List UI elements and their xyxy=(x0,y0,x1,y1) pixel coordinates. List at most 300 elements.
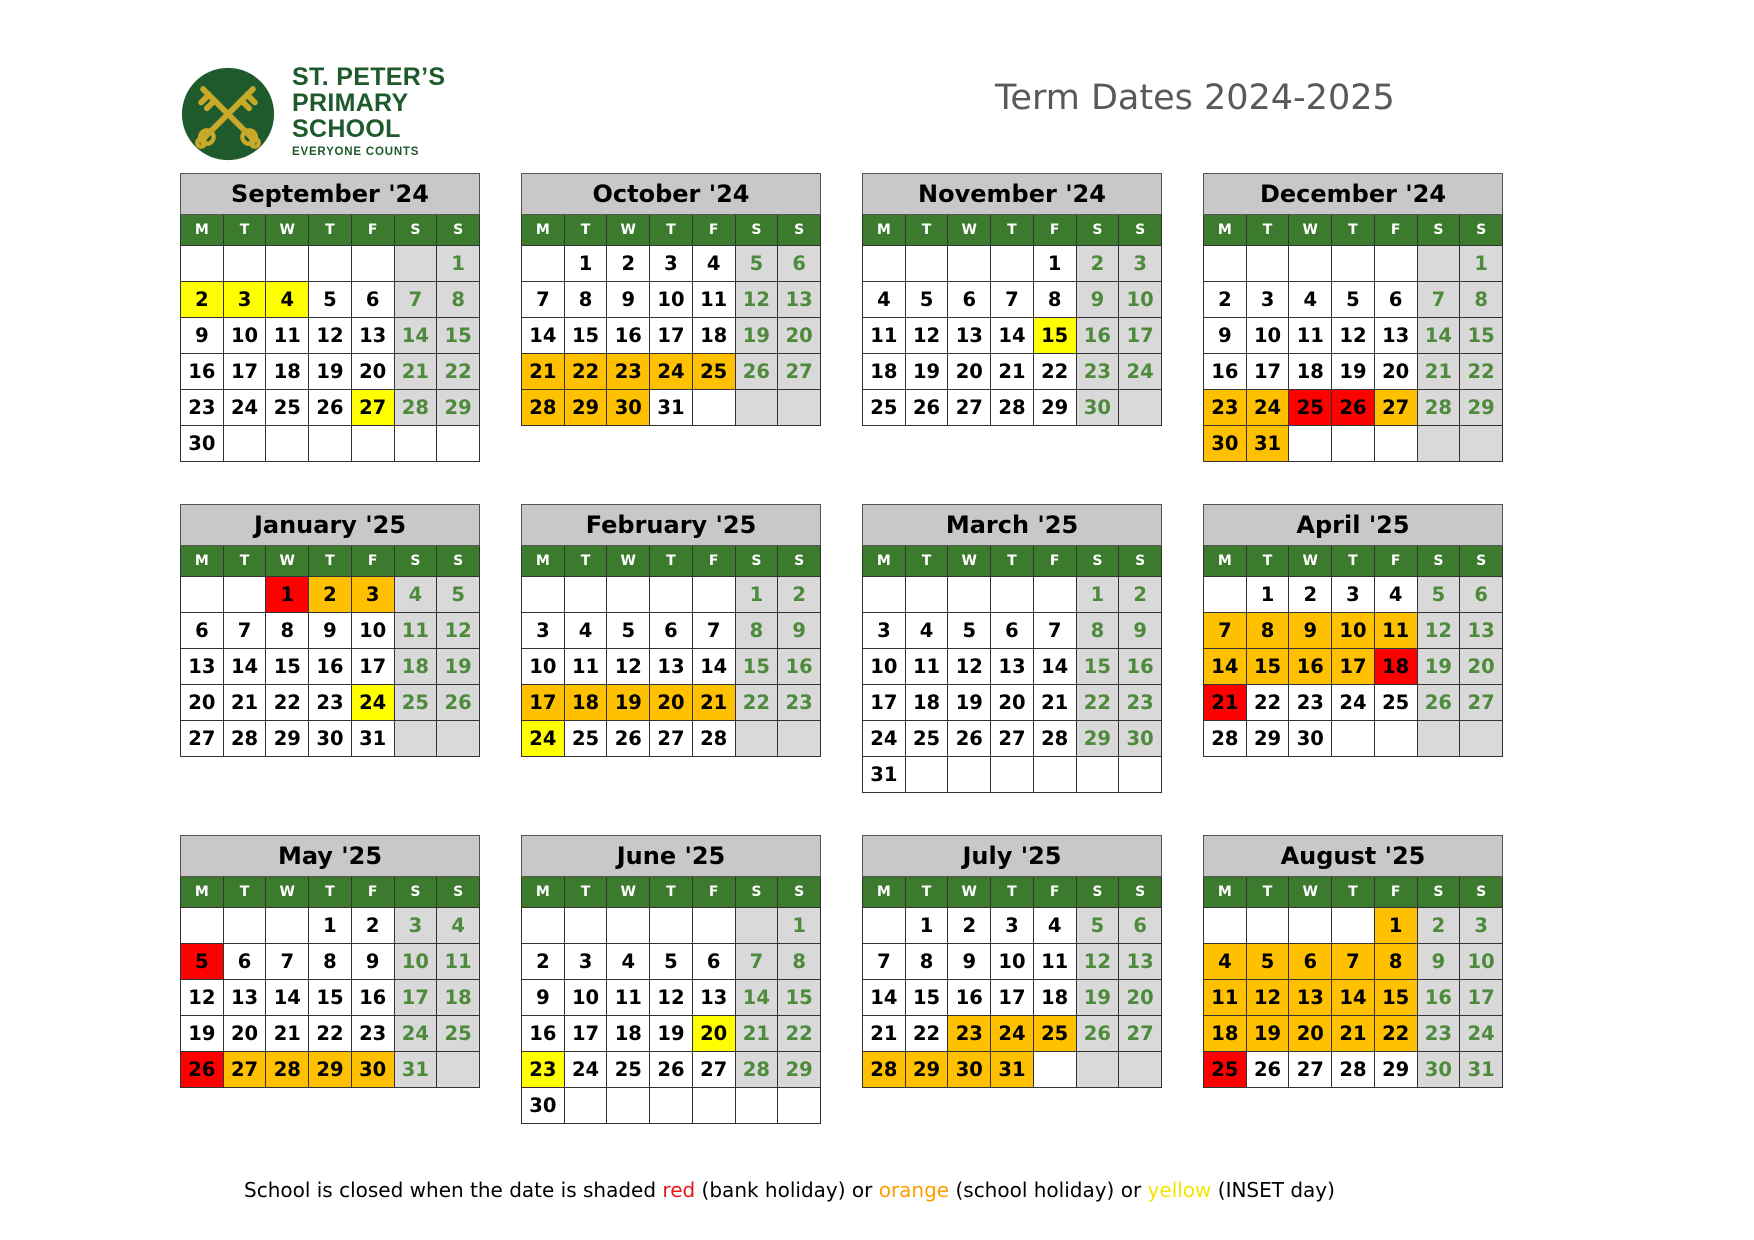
day-cell: 31 xyxy=(863,757,906,793)
empty-day-cell xyxy=(650,908,693,944)
empty-day-cell xyxy=(778,1088,821,1124)
day-cell: 7 xyxy=(735,944,778,980)
empty-day-cell xyxy=(1374,246,1417,282)
day-cell: 23 xyxy=(1417,1016,1460,1052)
day-cell: 7 xyxy=(522,282,565,318)
week-row xyxy=(863,282,1162,318)
weekday-label: W xyxy=(1289,877,1332,908)
empty-day-cell xyxy=(607,577,650,613)
weekday-label: M xyxy=(1204,215,1247,246)
week-row xyxy=(863,577,1162,613)
logo-line-1: ST. PETER’S xyxy=(292,63,446,91)
month-calendar-october xyxy=(521,173,821,426)
month-calendar-march xyxy=(862,504,1162,793)
day-cell: 14 xyxy=(863,980,906,1016)
day-cell: 29 xyxy=(1076,721,1119,757)
month-calendar-july xyxy=(862,835,1162,1088)
week-row xyxy=(863,980,1162,1016)
day-cell: 10 xyxy=(351,613,394,649)
day-cell: 2 xyxy=(1119,577,1162,613)
weekday-label: M xyxy=(863,546,906,577)
weekday-label: T xyxy=(223,215,266,246)
day-cell: 23 xyxy=(181,390,224,426)
week-row xyxy=(522,246,821,282)
empty-day-cell xyxy=(778,721,821,757)
empty-day-cell xyxy=(863,246,906,282)
day-cell: 17 xyxy=(351,649,394,685)
day-cell: 11 xyxy=(1204,980,1247,1016)
day-cell: 16 xyxy=(1119,649,1162,685)
month-table xyxy=(1203,835,1503,1088)
day-cell: 30 xyxy=(181,426,224,462)
month-calendar-september xyxy=(180,173,480,462)
weekday-label: T xyxy=(905,215,948,246)
month-name: October '24 xyxy=(522,174,821,215)
day-cell: 2 xyxy=(607,246,650,282)
week-row xyxy=(863,757,1162,793)
weekday-label: S xyxy=(778,546,821,577)
day-cell: 26 xyxy=(1417,685,1460,721)
empty-day-cell xyxy=(266,246,309,282)
week-row xyxy=(181,426,480,462)
day-cell: 23 xyxy=(607,354,650,390)
day-cell: 6 xyxy=(778,246,821,282)
empty-day-cell xyxy=(1033,1052,1076,1088)
empty-day-cell xyxy=(351,426,394,462)
day-cell: 16 xyxy=(309,649,352,685)
empty-day-cell xyxy=(607,1088,650,1124)
day-cell: 15 xyxy=(1033,318,1076,354)
day-cell: 18 xyxy=(1289,354,1332,390)
logo-motto: EVERYONE COUNTS xyxy=(292,146,420,158)
month-name: June '25 xyxy=(522,836,821,877)
day-cell: 2 xyxy=(309,577,352,613)
day-cell: 22 xyxy=(309,1016,352,1052)
day-cell: 10 xyxy=(1246,318,1289,354)
weekday-label: S xyxy=(1417,546,1460,577)
day-cell: 12 xyxy=(309,318,352,354)
day-cell: 19 xyxy=(905,354,948,390)
empty-day-cell xyxy=(692,908,735,944)
day-cell: 2 xyxy=(1289,577,1332,613)
day-cell: 26 xyxy=(181,1052,224,1088)
day-cell: 26 xyxy=(735,354,778,390)
day-cell: 26 xyxy=(1076,1016,1119,1052)
day-cell: 27 xyxy=(351,390,394,426)
day-cell: 30 xyxy=(607,390,650,426)
empty-day-cell xyxy=(863,577,906,613)
empty-day-cell xyxy=(394,246,437,282)
day-cell: 12 xyxy=(650,980,693,1016)
empty-day-cell xyxy=(1204,908,1247,944)
empty-day-cell xyxy=(948,757,991,793)
month-table xyxy=(862,835,1162,1088)
week-row xyxy=(181,354,480,390)
day-cell: 8 xyxy=(266,613,309,649)
week-row xyxy=(1204,390,1503,426)
weekday-label: W xyxy=(948,877,991,908)
day-cell: 16 xyxy=(778,649,821,685)
empty-day-cell xyxy=(905,577,948,613)
empty-day-cell xyxy=(1246,908,1289,944)
empty-day-cell xyxy=(1374,721,1417,757)
week-row xyxy=(181,1052,480,1088)
day-cell: 4 xyxy=(863,282,906,318)
empty-day-cell xyxy=(564,908,607,944)
day-cell: 24 xyxy=(351,685,394,721)
weekday-label: S xyxy=(1417,877,1460,908)
weekday-label: T xyxy=(564,546,607,577)
empty-day-cell xyxy=(1076,757,1119,793)
weekday-label: S xyxy=(1460,877,1503,908)
day-cell: 28 xyxy=(1033,721,1076,757)
day-cell: 22 xyxy=(1246,685,1289,721)
week-row xyxy=(863,721,1162,757)
day-cell: 17 xyxy=(650,318,693,354)
day-cell: 24 xyxy=(522,721,565,757)
empty-day-cell xyxy=(437,721,480,757)
day-cell: 10 xyxy=(522,649,565,685)
day-cell: 20 xyxy=(1119,980,1162,1016)
day-cell: 4 xyxy=(692,246,735,282)
day-cell: 25 xyxy=(1374,685,1417,721)
day-cell: 23 xyxy=(778,685,821,721)
school-logo xyxy=(180,60,480,170)
legend-text-4: (INSET day) xyxy=(1211,1178,1335,1202)
day-cell: 8 xyxy=(735,613,778,649)
day-cell: 14 xyxy=(1417,318,1460,354)
day-cell: 29 xyxy=(1374,1052,1417,1088)
day-cell: 1 xyxy=(905,908,948,944)
day-cell: 13 xyxy=(1374,318,1417,354)
day-cell: 17 xyxy=(223,354,266,390)
day-cell: 9 xyxy=(1119,613,1162,649)
day-cell: 6 xyxy=(1289,944,1332,980)
day-cell: 12 xyxy=(735,282,778,318)
day-cell: 3 xyxy=(991,908,1034,944)
day-cell: 20 xyxy=(650,685,693,721)
empty-day-cell xyxy=(1289,426,1332,462)
day-cell: 15 xyxy=(778,980,821,1016)
day-cell: 14 xyxy=(1332,980,1375,1016)
week-row xyxy=(522,908,821,944)
month-name: November '24 xyxy=(863,174,1162,215)
week-row xyxy=(863,318,1162,354)
day-cell: 15 xyxy=(266,649,309,685)
day-cell: 15 xyxy=(1246,649,1289,685)
day-cell: 26 xyxy=(1246,1052,1289,1088)
month-table xyxy=(180,504,480,757)
day-cell: 16 xyxy=(1289,649,1332,685)
week-row xyxy=(1204,649,1503,685)
day-cell: 19 xyxy=(735,318,778,354)
week-row xyxy=(1204,246,1503,282)
month-table xyxy=(521,835,821,1124)
day-cell: 5 xyxy=(607,613,650,649)
weekday-label: T xyxy=(1332,546,1375,577)
day-cell: 26 xyxy=(948,721,991,757)
weekday-label: S xyxy=(394,546,437,577)
day-cell: 15 xyxy=(309,980,352,1016)
day-cell: 20 xyxy=(1289,1016,1332,1052)
month-calendar-june xyxy=(521,835,821,1124)
day-cell: 14 xyxy=(692,649,735,685)
legend-text-1: School is closed when the date is shaded xyxy=(244,1178,663,1202)
empty-day-cell xyxy=(1076,1052,1119,1088)
legend-yellow-word: yellow xyxy=(1147,1178,1212,1202)
day-cell: 2 xyxy=(1417,908,1460,944)
day-cell: 20 xyxy=(223,1016,266,1052)
day-cell: 8 xyxy=(437,282,480,318)
day-cell: 24 xyxy=(1119,354,1162,390)
empty-day-cell xyxy=(351,246,394,282)
day-cell: 13 xyxy=(778,282,821,318)
weekday-label: S xyxy=(1417,215,1460,246)
weekday-label: T xyxy=(650,877,693,908)
weekday-label: T xyxy=(991,877,1034,908)
weekday-label: W xyxy=(266,877,309,908)
weekday-label: M xyxy=(522,546,565,577)
weekday-label: T xyxy=(991,546,1034,577)
day-cell: 13 xyxy=(692,980,735,1016)
day-cell: 19 xyxy=(181,1016,224,1052)
day-cell: 23 xyxy=(351,1016,394,1052)
day-cell: 11 xyxy=(437,944,480,980)
empty-day-cell xyxy=(1246,246,1289,282)
weekday-label: S xyxy=(778,215,821,246)
empty-day-cell xyxy=(735,908,778,944)
day-cell: 21 xyxy=(863,1016,906,1052)
legend-text-2: (bank holiday) or xyxy=(695,1178,879,1202)
day-cell: 24 xyxy=(1332,685,1375,721)
day-cell: 1 xyxy=(778,908,821,944)
day-cell: 3 xyxy=(1332,577,1375,613)
day-cell: 21 xyxy=(266,1016,309,1052)
day-cell: 28 xyxy=(223,721,266,757)
week-row xyxy=(1204,318,1503,354)
empty-day-cell xyxy=(1119,757,1162,793)
weekday-label: W xyxy=(266,546,309,577)
weekday-label: M xyxy=(181,546,224,577)
day-cell: 31 xyxy=(394,1052,437,1088)
day-cell: 15 xyxy=(735,649,778,685)
weekday-label: S xyxy=(1076,546,1119,577)
week-row xyxy=(181,944,480,980)
day-cell: 6 xyxy=(948,282,991,318)
day-cell: 28 xyxy=(394,390,437,426)
weekday-label: S xyxy=(1119,215,1162,246)
empty-day-cell xyxy=(650,1088,693,1124)
week-row xyxy=(1204,944,1503,980)
day-cell: 31 xyxy=(1246,426,1289,462)
day-cell: 31 xyxy=(351,721,394,757)
empty-day-cell xyxy=(522,246,565,282)
month-table xyxy=(521,504,821,757)
month-name: January '25 xyxy=(181,505,480,546)
day-cell: 18 xyxy=(266,354,309,390)
day-cell: 17 xyxy=(1460,980,1503,1016)
day-cell: 1 xyxy=(309,908,352,944)
day-cell: 15 xyxy=(437,318,480,354)
day-cell: 22 xyxy=(1460,354,1503,390)
empty-day-cell xyxy=(991,246,1034,282)
day-cell: 18 xyxy=(1374,649,1417,685)
week-row xyxy=(181,390,480,426)
empty-day-cell xyxy=(1332,721,1375,757)
empty-day-cell xyxy=(564,1088,607,1124)
day-cell: 29 xyxy=(1460,390,1503,426)
day-cell: 10 xyxy=(564,980,607,1016)
day-cell: 27 xyxy=(181,721,224,757)
week-row xyxy=(181,980,480,1016)
weekday-label: F xyxy=(692,215,735,246)
day-cell: 28 xyxy=(266,1052,309,1088)
day-cell: 5 xyxy=(181,944,224,980)
day-cell: 19 xyxy=(1246,1016,1289,1052)
weekday-label: T xyxy=(223,546,266,577)
day-cell: 11 xyxy=(692,282,735,318)
weekday-label: W xyxy=(1289,546,1332,577)
day-cell: 18 xyxy=(1033,980,1076,1016)
day-cell: 22 xyxy=(778,1016,821,1052)
empty-day-cell xyxy=(1374,426,1417,462)
weekday-label: F xyxy=(351,546,394,577)
week-row xyxy=(181,282,480,318)
weekday-label: T xyxy=(905,877,948,908)
day-cell: 7 xyxy=(1417,282,1460,318)
day-cell: 16 xyxy=(351,980,394,1016)
logo-wordmark xyxy=(292,64,445,158)
empty-day-cell xyxy=(309,246,352,282)
day-cell: 9 xyxy=(778,613,821,649)
day-cell: 4 xyxy=(1033,908,1076,944)
day-cell: 1 xyxy=(266,577,309,613)
weekday-label: T xyxy=(223,877,266,908)
week-row xyxy=(522,354,821,390)
empty-day-cell xyxy=(735,1088,778,1124)
day-cell: 25 xyxy=(1033,1016,1076,1052)
day-cell: 15 xyxy=(1374,980,1417,1016)
day-cell: 22 xyxy=(1374,1016,1417,1052)
weekday-label: S xyxy=(1460,546,1503,577)
week-row xyxy=(522,1088,821,1124)
day-cell: 29 xyxy=(266,721,309,757)
day-cell: 26 xyxy=(1332,390,1375,426)
day-cell: 25 xyxy=(437,1016,480,1052)
day-cell: 14 xyxy=(1204,649,1247,685)
day-cell: 21 xyxy=(223,685,266,721)
day-cell: 19 xyxy=(650,1016,693,1052)
day-cell: 8 xyxy=(778,944,821,980)
week-row xyxy=(522,649,821,685)
day-cell: 7 xyxy=(692,613,735,649)
day-cell: 30 xyxy=(309,721,352,757)
day-cell: 3 xyxy=(394,908,437,944)
weekday-label: T xyxy=(991,215,1034,246)
empty-day-cell xyxy=(1204,577,1247,613)
day-cell: 21 xyxy=(522,354,565,390)
day-cell: 20 xyxy=(991,685,1034,721)
day-cell: 6 xyxy=(650,613,693,649)
weekday-label: S xyxy=(437,546,480,577)
day-cell: 20 xyxy=(181,685,224,721)
week-row xyxy=(181,613,480,649)
empty-day-cell xyxy=(437,1052,480,1088)
month-table xyxy=(1203,173,1503,462)
week-row xyxy=(1204,908,1503,944)
weekday-label: F xyxy=(1374,215,1417,246)
day-cell: 30 xyxy=(351,1052,394,1088)
day-cell: 27 xyxy=(223,1052,266,1088)
weekday-label: S xyxy=(1460,215,1503,246)
day-cell: 9 xyxy=(1204,318,1247,354)
day-cell: 27 xyxy=(1374,390,1417,426)
day-cell: 5 xyxy=(1332,282,1375,318)
weekday-label: S xyxy=(778,877,821,908)
empty-day-cell xyxy=(223,908,266,944)
day-cell: 9 xyxy=(1289,613,1332,649)
day-cell: 9 xyxy=(607,282,650,318)
week-row xyxy=(863,246,1162,282)
day-cell: 23 xyxy=(948,1016,991,1052)
day-cell: 28 xyxy=(1332,1052,1375,1088)
day-cell: 3 xyxy=(650,246,693,282)
week-row xyxy=(522,944,821,980)
day-cell: 5 xyxy=(1246,944,1289,980)
empty-day-cell xyxy=(1119,1052,1162,1088)
day-cell: 11 xyxy=(266,318,309,354)
day-cell: 25 xyxy=(394,685,437,721)
day-cell: 3 xyxy=(1460,908,1503,944)
empty-day-cell xyxy=(437,426,480,462)
empty-day-cell xyxy=(863,908,906,944)
empty-day-cell xyxy=(948,577,991,613)
month-table xyxy=(862,504,1162,793)
day-cell: 6 xyxy=(1460,577,1503,613)
day-cell: 18 xyxy=(692,318,735,354)
day-cell: 10 xyxy=(863,649,906,685)
day-cell: 21 xyxy=(735,1016,778,1052)
day-cell: 8 xyxy=(1033,282,1076,318)
day-cell: 15 xyxy=(1076,649,1119,685)
day-cell: 11 xyxy=(394,613,437,649)
day-cell: 21 xyxy=(1204,685,1247,721)
day-cell: 23 xyxy=(1076,354,1119,390)
week-row xyxy=(522,721,821,757)
day-cell: 22 xyxy=(905,1016,948,1052)
day-cell: 9 xyxy=(522,980,565,1016)
page-title: Term Dates 2024-2025 xyxy=(995,78,1395,118)
month-table xyxy=(180,173,480,462)
day-cell: 15 xyxy=(1460,318,1503,354)
day-cell: 24 xyxy=(863,721,906,757)
day-cell: 9 xyxy=(351,944,394,980)
week-row xyxy=(181,1016,480,1052)
empty-day-cell xyxy=(692,390,735,426)
weekday-label: W xyxy=(948,546,991,577)
week-row xyxy=(522,318,821,354)
weekday-label: S xyxy=(735,215,778,246)
day-cell: 26 xyxy=(905,390,948,426)
day-cell: 16 xyxy=(1204,354,1247,390)
day-cell: 5 xyxy=(735,246,778,282)
day-cell: 17 xyxy=(564,1016,607,1052)
empty-day-cell xyxy=(1289,246,1332,282)
day-cell: 18 xyxy=(863,354,906,390)
day-cell: 14 xyxy=(266,980,309,1016)
weekday-label: T xyxy=(1332,215,1375,246)
day-cell: 31 xyxy=(1460,1052,1503,1088)
